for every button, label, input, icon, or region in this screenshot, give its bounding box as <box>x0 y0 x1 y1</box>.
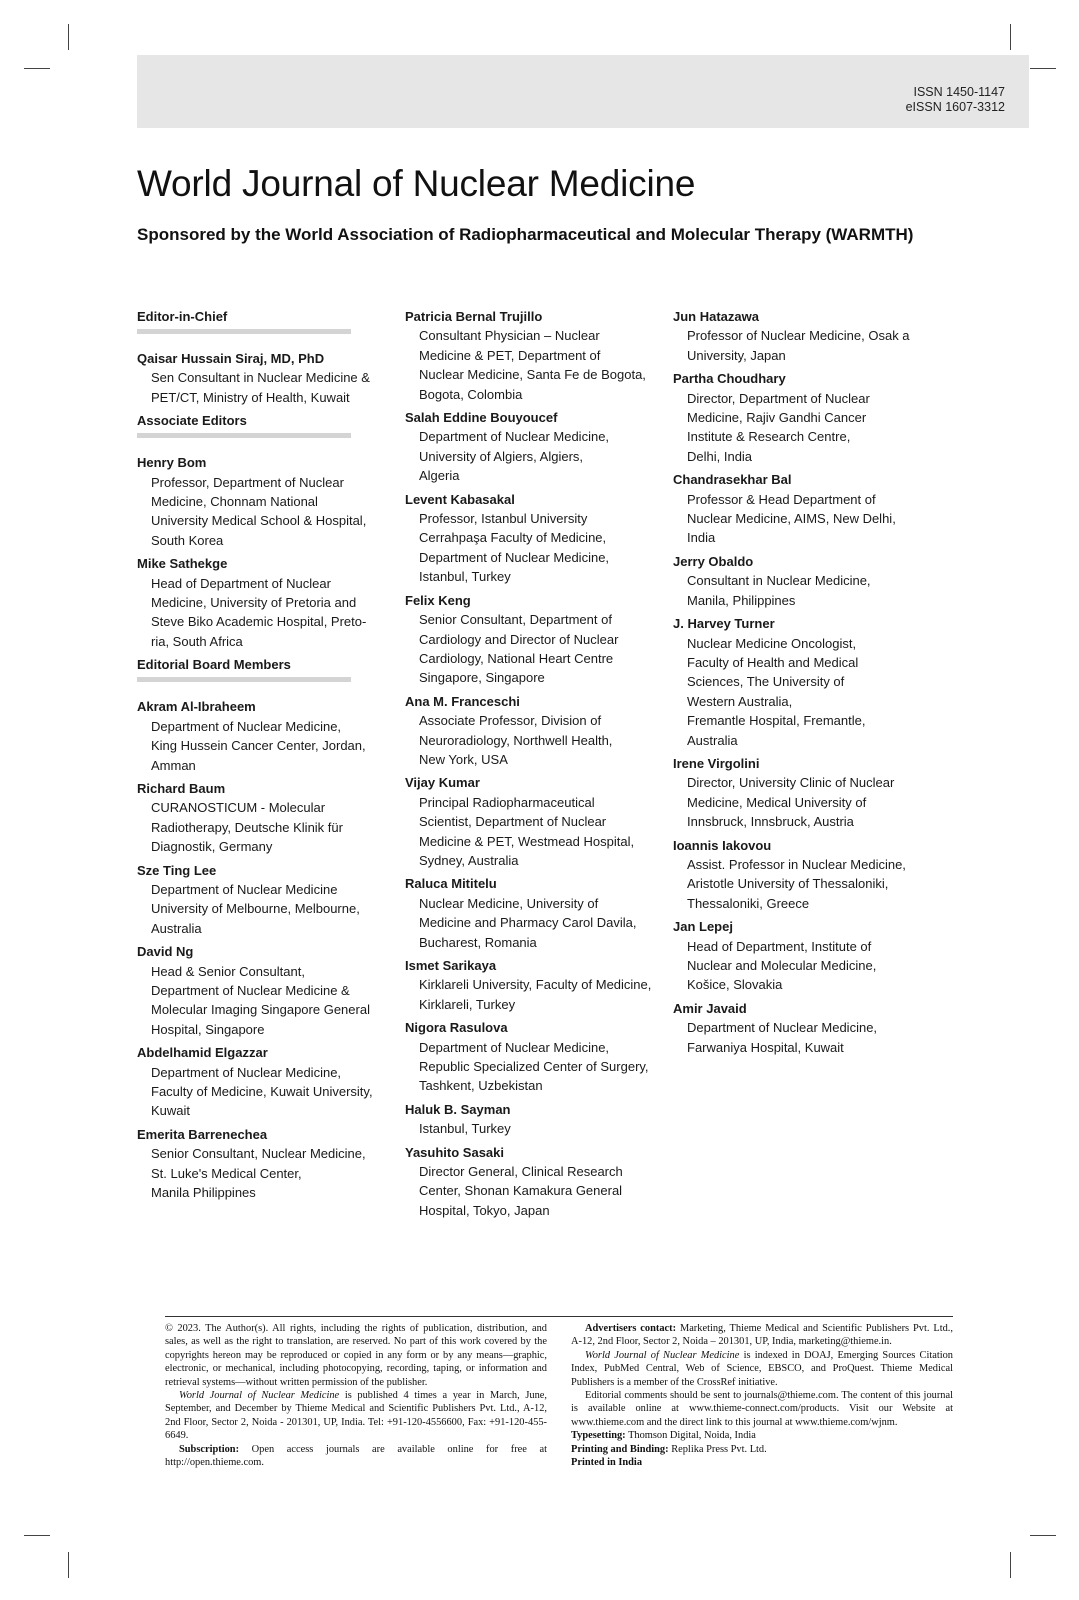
member-affiliation: Head & Senior Consultant, Department of Nuclear Medicine & Molecular Imaging Singapore General Hospital, Singapore <box>151 963 370 1037</box>
member-name: Nigora Rasulova <box>405 1020 508 1036</box>
member-affiliation: Consultant in Nuclear Medicine, Manila, Philippines <box>687 573 871 608</box>
member-affiliation: Senior Consultant, Nuclear Medicine, St. Luke's Medical Center, Manila Philippines <box>151 1146 366 1201</box>
member-name: Ana M. Franceschi <box>405 693 520 709</box>
board-members-list-2 <box>405 307 661 1220</box>
section-rule <box>137 329 351 334</box>
board-member <box>137 349 393 407</box>
board-member <box>137 697 393 775</box>
board-member <box>405 490 661 587</box>
footer-right-column <box>571 1322 953 1469</box>
issn-print: ISSN 1450-1147 <box>913 85 1005 99</box>
member-name: Irene Virgolini <box>673 755 760 771</box>
associate-editors-heading: Associate Editors <box>137 413 247 429</box>
member-affiliation: Professor, Department of Nuclear Medicine, Chonnam National University Medical School & Hospital, South Korea <box>151 474 367 548</box>
board-member <box>137 453 393 550</box>
subscription-info <box>165 1443 547 1470</box>
board-members-list-3 <box>673 307 929 1057</box>
subscription-text: Open access journals are available online for free at http://open.thieme.com. <box>165 1443 547 1469</box>
board-member <box>673 917 929 995</box>
issn-banner <box>137 55 1029 128</box>
member-name: Jerry Obaldo <box>673 553 754 569</box>
member-affiliation: Department of Nuclear Medicine, Faculty of Medicine, Kuwait University, Kuwait <box>151 1064 373 1119</box>
journal-name-italic: World Journal of Nuclear Medicine <box>585 1349 740 1361</box>
board-member <box>405 874 661 952</box>
member-affiliation: Professor & Head Department of Nuclear Medicine, AIMS, New Delhi, India <box>687 491 896 546</box>
board-member <box>673 470 929 548</box>
crop-mark <box>24 1535 50 1536</box>
member-name: Qaisar Hussain Siraj, MD, PhD <box>137 351 325 366</box>
member-affiliation: Department of Nuclear Medicine, Farwaniya Hospital, Kuwait <box>687 1020 878 1055</box>
footer-left-column <box>165 1322 547 1469</box>
member-name: Patricia Bernal Trujillo <box>405 309 543 324</box>
board-member <box>405 1143 661 1221</box>
editorial-column-3 <box>673 307 929 1061</box>
board-member <box>673 614 929 750</box>
board-member <box>137 942 393 1039</box>
crop-mark <box>1010 1552 1011 1578</box>
member-affiliation: Consultant Physician – Nuclear Medicine & PET, Department of Nuclear Medicine, Santa Fe de Bogota, Bogota, Colombia <box>419 328 646 402</box>
journal-name-italic: World Journal of Nuclear Medicine <box>179 1390 340 1402</box>
member-name: Sze Ting Lee <box>137 862 217 878</box>
member-affiliation: Professor of Nuclear Medicine, Osak a University, Japan <box>687 328 910 363</box>
subscription-label: Subscription: <box>179 1443 240 1455</box>
board-member <box>673 552 929 610</box>
member-name: Partha Choudhary <box>673 371 786 387</box>
crop-mark <box>68 24 69 50</box>
typesetting-label: Typesetting: <box>571 1430 626 1442</box>
crop-mark <box>1030 68 1056 69</box>
member-name: Akram Al-Ibraheem <box>137 699 256 715</box>
member-name: Haluk B. Sayman <box>405 1101 511 1117</box>
member-affiliation: Kirklareli University, Faculty of Medicine, Kirklareli, Turkey <box>419 977 652 1012</box>
member-name: Ioannis Iakovou <box>673 837 772 853</box>
member-affiliation: Department of Nuclear Medicine, University of Algiers, Algiers, Algeria <box>419 429 610 484</box>
journal-sponsor: Sponsored by the World Association of Radiopharmaceutical and Molecular Therapy (WARMTH) <box>137 225 914 244</box>
member-affiliation: Head of Department of Nuclear Medicine, University of Pretoria and Steve Biko Academic Hospital, Preto- ria, South Africa <box>151 575 367 649</box>
member-name: Salah Eddine Bouyoucef <box>405 410 558 426</box>
section-rule <box>137 433 351 438</box>
board-members-list-1 <box>137 697 393 1202</box>
member-affiliation: Senior Consultant, Department of Cardiology and Director of Nuclear Cardiology, National Heart Centre Singapore, Singapore <box>419 612 619 686</box>
advertisers-label: Advertisers contact: <box>585 1323 677 1334</box>
member-name: Chandrasekhar Bal <box>673 472 792 488</box>
crop-mark <box>68 1552 69 1578</box>
member-name: Richard Baum <box>137 780 226 796</box>
member-name: David Ng <box>137 944 194 960</box>
issn-electronic: eISSN 1607-3312 <box>905 100 1005 114</box>
publishing-text: is published 4 times a year in March, June, September, and December by Thieme Medical and Scientific Publishers Pvt. Ltd., A-12, 2nd Floor, Sector 2, Noida - 201301, UP, India. Tel: +91-120-4556600, Fax: +91-120-455-6649. <box>165 1390 548 1442</box>
board-member <box>137 554 393 651</box>
member-affiliation: Head of Department, Institute of Nuclear and Molecular Medicine, Košice, Slovakia <box>687 938 877 993</box>
board-member <box>405 773 661 870</box>
board-member <box>673 836 929 914</box>
board-member <box>405 1100 661 1139</box>
board-member <box>405 956 661 1014</box>
member-name: Levent Kabasakal <box>405 491 515 507</box>
issn-block <box>906 85 1005 115</box>
editorial-board-heading: Editorial Board Members <box>137 657 291 673</box>
printed-in-text: Printed in India <box>571 1457 643 1469</box>
member-name: Ismet Sarikaya <box>405 958 497 973</box>
editorial-comments: Editorial comments should be sent to journals@thieme.com. The content of this journal is available online at www.thieme-connect.com/products. Visit our Website at www.thieme.com and the direct link to this journal at www.thieme.com/wjnm. <box>571 1390 953 1428</box>
member-name: Felix Keng <box>405 592 471 608</box>
editor-in-chief-heading: Editor-in-Chief <box>137 309 228 324</box>
board-member <box>673 754 929 832</box>
board-member <box>137 1125 393 1203</box>
crop-mark <box>1010 24 1011 50</box>
board-member <box>137 861 393 939</box>
member-name: Abdelhamid Elgazzar <box>137 1045 268 1061</box>
member-name: Jun Hatazawa <box>673 309 759 324</box>
indexing-text: is indexed in DOAJ, Emerging Sources Citation Index, PubMed Central, Web of Science, EBSCO, and ProQuest. Thieme Medical Publishers is a member of the CrossRef initiative. <box>571 1349 954 1388</box>
member-affiliation: Department of Nuclear Medicine University of Melbourne, Melbourne, Australia <box>151 881 360 936</box>
board-member <box>137 1043 393 1121</box>
printing-text: Replika Press Pvt. Ltd. <box>668 1443 767 1455</box>
printing-label: Printing and Binding: <box>571 1443 669 1455</box>
board-member <box>405 408 661 486</box>
member-name: Jan Lepej <box>673 919 733 935</box>
editorial-column-2 <box>405 307 661 1224</box>
member-name: Henry Bom <box>137 455 207 471</box>
member-name: Vijay Kumar <box>405 775 480 791</box>
indexing-info <box>571 1349 953 1389</box>
board-member <box>673 307 929 365</box>
publisher-footer <box>165 1316 954 1469</box>
member-affiliation: Department of Nuclear Medicine, King Hussein Cancer Center, Jordan, Amman <box>151 718 366 773</box>
member-affiliation: Assist. Professor in Nuclear Medicine, Aristotle University of Thessaloniki, Thessaloniki, Greece <box>687 856 906 911</box>
member-name: J. Harvey Turner <box>673 616 775 632</box>
board-member <box>405 591 661 688</box>
board-member <box>137 779 393 857</box>
member-affiliation: CURANOSTICUM - Molecular Radiotherapy, Deutsche Klinik für Diagnostik, Germany <box>151 800 343 855</box>
member-affiliation: Principal Radiopharmaceutical Scientist, Department of Nuclear Medicine & PET, Westmead Hospital, Sydney, Australia <box>419 794 635 868</box>
member-affiliation: Nuclear Medicine Oncologist, Faculty of Health and Medical Sciences, The University of Western Australia, Fremantle Hospital, Fremantle, Australia <box>687 635 866 748</box>
member-affiliation: Director, Department of Nuclear Medicine, Rajiv Gandhi Cancer Institute & Research Centre, Delhi, India <box>687 390 870 464</box>
board-member <box>405 307 661 404</box>
member-affiliation: Nuclear Medicine, University of Medicine and Pharmacy Carol Davila, Bucharest, Romania <box>419 895 637 950</box>
printed-in <box>571 1456 953 1469</box>
member-affiliation: Department of Nuclear Medicine, Republic Specialized Center of Surgery, Tashkent, Uzbekistan <box>419 1039 649 1094</box>
board-member <box>673 369 929 466</box>
member-affiliation: Istanbul, Turkey <box>419 1121 511 1137</box>
crop-mark <box>1030 1535 1056 1536</box>
member-affiliation: Director General, Clinical Research Center, Shonan Kamakura General Hospital, Tokyo, Japan <box>419 1164 623 1218</box>
typesetting-text: Thomson Digital, Noida, India <box>625 1430 756 1442</box>
advertisers-contact <box>571 1322 953 1349</box>
typesetting-info <box>571 1429 953 1442</box>
publishing-info <box>165 1389 547 1443</box>
member-affiliation: Professor, Istanbul University Cerrahpaşa Faculty of Medicine, Department of Nuclear Medicine, Istanbul, Turkey <box>419 511 610 585</box>
associate-editors-list <box>137 453 393 651</box>
member-affiliation: Sen Consultant in Nuclear Medicine & PET/CT, Ministry of Health, Kuwait <box>151 370 370 405</box>
printing-info <box>571 1443 953 1456</box>
member-name: Mike Sathekge <box>137 556 228 572</box>
member-affiliation: Associate Professor, Division of Neuroradiology, Northwell Health, New York, USA <box>419 713 613 767</box>
board-member <box>405 1018 661 1096</box>
member-name: Emerita Barrenechea <box>137 1126 268 1142</box>
advertisers-text: Marketing, Thieme Medical and Scientific Publishers Pvt. Ltd., A-12, 2nd Floor, Sector 2, Noida – 201301, UP, India, marketing@thieme.in. <box>571 1323 953 1348</box>
journal-title: World Journal of Nuclear Medicine <box>137 163 696 204</box>
member-name: Yasuhito Sasaki <box>405 1144 504 1160</box>
crop-mark <box>24 68 50 69</box>
editor-in-chief-list <box>137 349 393 407</box>
board-member <box>673 999 929 1057</box>
copyright-notice: © 2023. The Author(s). All rights, including the rights of publication, distribution, and sales, as well as the right to translation, are reserved. No part of this work covered by the copyrights hereon may be reproduced or copied in any form or by any means—graphic, electronic, or mechanical, including photocopying, recording, taping, or information and retrieval systems—without written permission of the publisher. <box>165 1323 547 1388</box>
member-name: Raluca Mititelu <box>405 876 497 892</box>
editorial-column-1 <box>137 307 393 1206</box>
board-member <box>405 692 661 770</box>
section-rule <box>137 677 351 682</box>
member-name: Amir Javaid <box>673 1000 747 1016</box>
member-affiliation: Director, University Clinic of Nuclear Medicine, Medical University of Innsbruck, Innsbruck, Austria <box>687 775 895 830</box>
